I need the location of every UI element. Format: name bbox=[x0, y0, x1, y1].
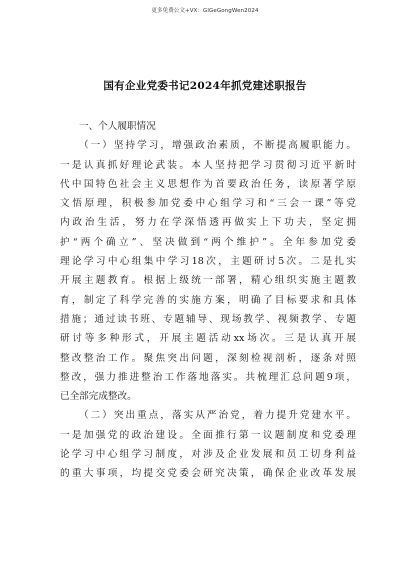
paragraph-line: 的重大事项，均提交党委会研究决策，确保企业改革发展 bbox=[60, 468, 356, 480]
paragraph-line: 一是认真抓好理论武装。本人坚持把学习贯彻习近平新时 bbox=[60, 159, 356, 171]
paragraph-line: 育，制定了科学完善的实施方案，明确了目标要求和具体 bbox=[60, 294, 356, 306]
paragraph-line: （一）坚持学习，增强政治素质，不断提高履职能力。 bbox=[79, 140, 356, 152]
paragraph-line: 护“两个确立”、坚决做到“两个维护”。全年参加党委 bbox=[60, 236, 356, 248]
paragraph-line: 整改整治工作。聚焦突出问题，深刻检视剖析，逐条对照 bbox=[60, 352, 356, 364]
paragraph-line: 开展主题教育。根据上级统一部署，精心组织实施主题教 bbox=[60, 275, 356, 287]
section-heading: 一、个人履职情况 bbox=[79, 121, 156, 132]
paragraph-2 bbox=[60, 406, 356, 483]
paragraph-line: 内政治生活，努力在学深悟透再做实上下功夫，坚定拥 bbox=[60, 217, 356, 229]
paragraph-line: 一是加强党的政治建设。全面推行第一议题制度和党委理 bbox=[60, 429, 356, 441]
paragraph-line: 文悟原理，积极参加党委中心组学习和“三会一课”等党 bbox=[60, 198, 356, 210]
document-body bbox=[60, 117, 356, 484]
document-title: 国有企业党委书记2024年抓党建述职报告 bbox=[103, 80, 307, 92]
paragraph-line: 代中国特色社会主义思想作为首要政治任务，读原著学原 bbox=[60, 178, 356, 190]
paragraph-line: 已全部完成整改。 bbox=[60, 391, 137, 403]
paragraph-line: （二）突出重点，落实从严治党，着力提升党建水平。 bbox=[79, 410, 356, 422]
paragraph-line: 措施；通过读书班、专题辅导、现场教学、视频教学、专题 bbox=[60, 313, 356, 325]
paragraph-line: 论学习中心组学习制度，对涉及企业发展和员工切身利益 bbox=[60, 449, 356, 461]
paragraph-line: 研讨等多种形式，开展主题活动xx场次。三是认真开展 bbox=[60, 333, 356, 345]
paragraph-line: 整改，强力推进整治工作落地落实。共梳理汇总问题9项， bbox=[60, 371, 356, 383]
header-note: 更多免费公文+VX：GlGeGongWen2024 bbox=[151, 8, 259, 14]
paragraph-1 bbox=[60, 136, 356, 406]
paragraph-line: 理论学习中心组集中学习18次，主题研讨5次。二是扎实 bbox=[60, 256, 356, 268]
